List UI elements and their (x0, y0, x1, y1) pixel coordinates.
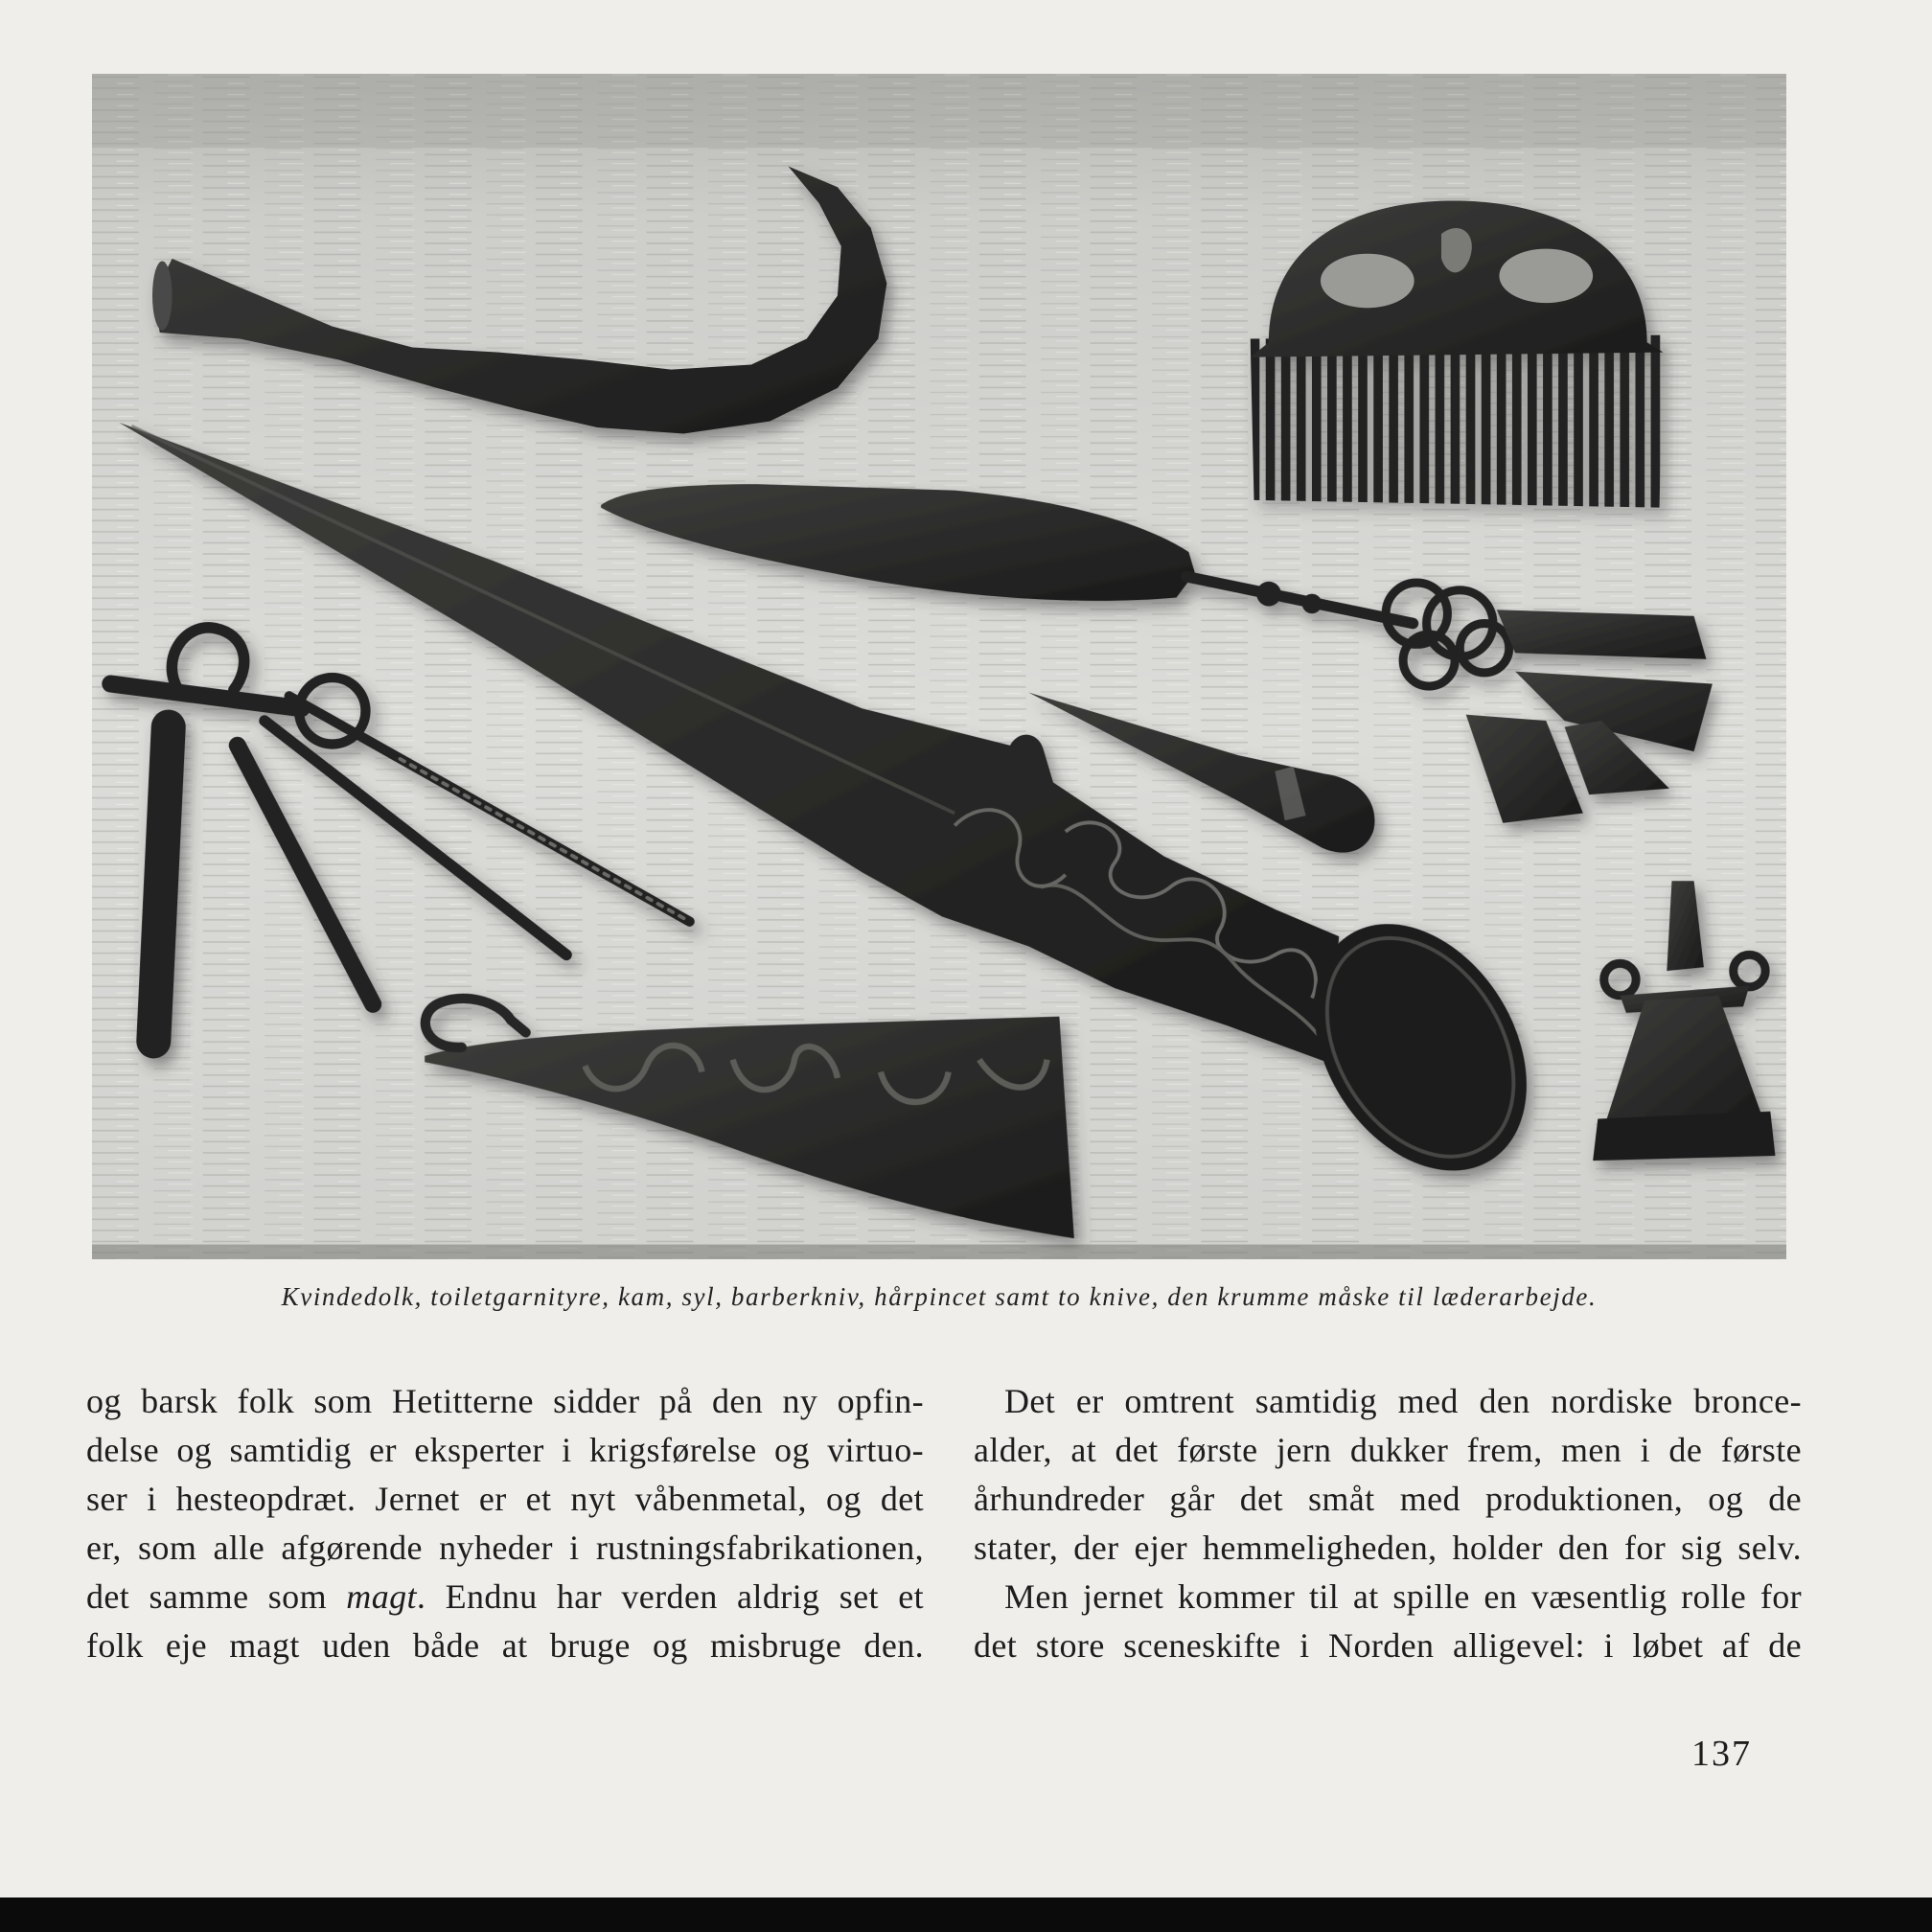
text-column-left (86, 1377, 924, 1670)
photo-bottom-edge (92, 1245, 1786, 1259)
text-line: delse og samtidig er eksperter i krigsførelse og virtuo- (86, 1431, 924, 1469)
text-column-right (974, 1377, 1802, 1670)
razor-edge (1593, 1112, 1775, 1161)
text-line: århundreder går det småt med produktionen, og de (974, 1480, 1802, 1518)
toilet-set-tang-knob (1256, 582, 1281, 607)
text-line: det store sceneskifte i Norden alligevel: i løbet af de (974, 1626, 1802, 1665)
tweezer-set-rod (153, 727, 168, 1042)
text-line: folk eje magt uden både at bruge og misbruge den. (86, 1626, 924, 1665)
scan-border-bottom (0, 1898, 1932, 1932)
text-line: Men jernet kommer til at spille en væsentlig rolle for (1004, 1577, 1802, 1616)
text-line: og barsk folk som Hetitterne sidder på den ny opfin- (86, 1382, 924, 1420)
comb-teeth (1251, 335, 1664, 508)
toilet-set-pendant (1497, 610, 1707, 658)
comb (1251, 200, 1664, 507)
comb-hole-right (1499, 249, 1593, 304)
text-segment: . Endnu har verden aldrig set et (416, 1577, 924, 1616)
text-line: Det er omtrent samtidig med den nordiske bronce- (1004, 1382, 1802, 1420)
figure-caption: Kvindedolk, toiletgarnityre, kam, syl, barberkniv, hårpincet samt to knive, den krumme måske til læderarbejde. (281, 1282, 1598, 1311)
text-line: stater, der ejer hemmeligheden, holder den for sig selv. (974, 1529, 1802, 1567)
text-segment: det samme som (86, 1577, 347, 1616)
text-line: er, som alle afgørende nyheder i rustningsfabrikationen, (86, 1529, 924, 1567)
toilet-set-tang-knob (1302, 594, 1322, 614)
artifact-photograph (92, 74, 1786, 1259)
text-line: alder, at det første jern dukker frem, men i de første (974, 1431, 1802, 1469)
text-line (86, 1573, 924, 1622)
text-line: ser i hesteopdræt. Jernet er et nyt våbenmetal, og det (86, 1480, 924, 1518)
curved-knife-socket (152, 261, 172, 330)
page-number: 137 (1691, 1734, 1752, 1774)
photo-top-shade (92, 74, 1786, 148)
italic-word: magt (346, 1577, 417, 1616)
comb-hole-left (1321, 254, 1414, 309)
